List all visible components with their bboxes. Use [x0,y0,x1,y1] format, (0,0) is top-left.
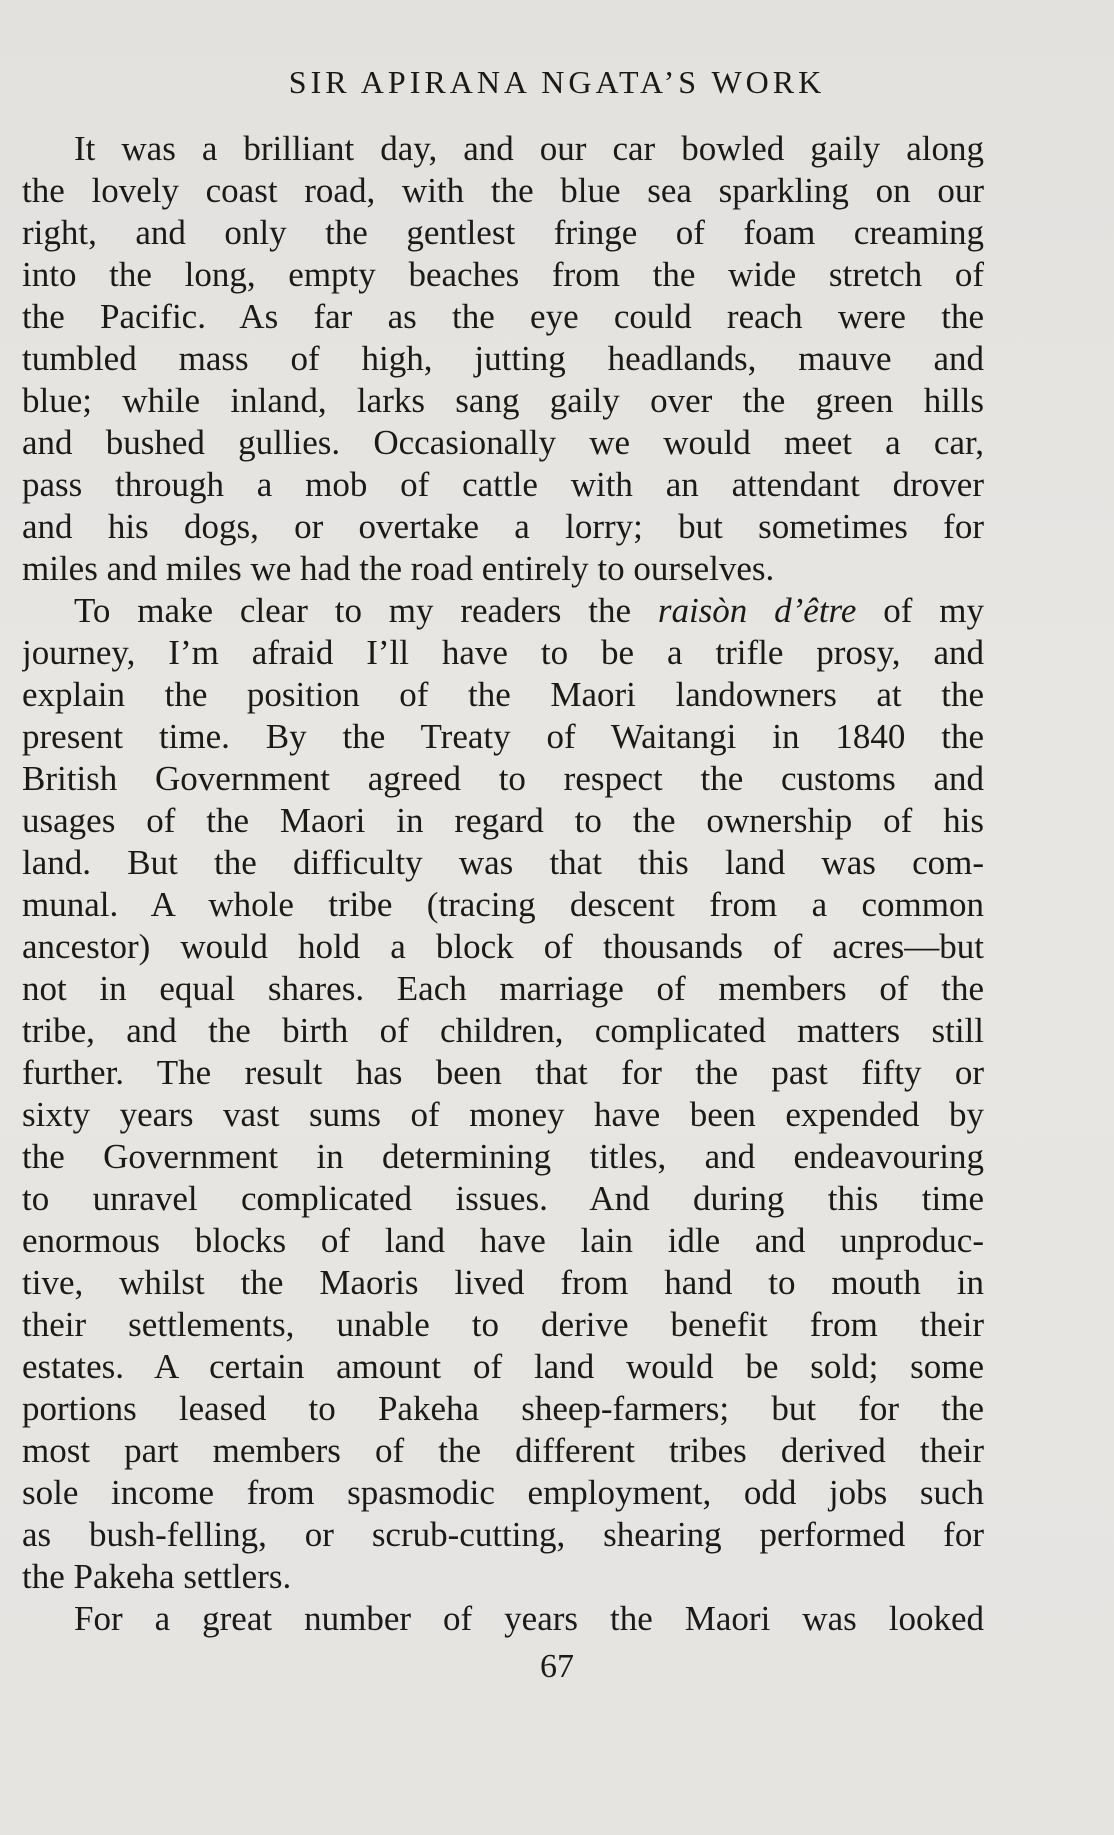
text-line [22,590,984,632]
text-line: pass through a mob of cattle with an attendant drover [22,465,984,504]
text-segment: of my [856,591,984,630]
paragraph [22,1598,984,1640]
paragraph [22,590,984,1598]
text-line: estates. A certain amount of land would be sold; some [22,1347,984,1386]
text-line: tumbled mass of high, jutting headlands, mauve and [22,339,984,378]
text-line: the Government in determining titles, and endeavouring [22,1137,984,1176]
italic-phrase: raisòn d’être [657,591,857,630]
text-line: present time. By the Treaty of Waitangi in 1840 the [22,717,984,756]
text-line: and bushed gullies. Occasionally we would meet a car, [22,423,984,462]
text-line: right, and only the gentlest fringe of foam creaming [22,213,984,252]
text-line: to unravel complicated issues. And during this time [22,1179,984,1218]
body-text [22,128,984,1640]
text-line: It was a brilliant day, and our car bowled gaily along [74,129,984,168]
text-line: enormous blocks of land have lain idle and unproduc- [22,1221,984,1260]
text-line: ancestor) would hold a block of thousands of acres—but [22,927,984,966]
text-segment: To make clear to my readers the [74,591,658,630]
text-line: explain the position of the Maori landowners at the [22,675,984,714]
text-line: portions leased to Pakeha sheep-farmers; but for the [22,1389,984,1428]
text-line: their settlements, unable to derive benefit from their [22,1305,984,1344]
text-line: the Pakeha settlers. [22,1557,292,1596]
text-line: British Government agreed to respect the customs and [22,759,984,798]
text-line: sixty years vast sums of money have been expended by [22,1095,984,1134]
text-line: land. But the difficulty was that this land was com- [22,843,984,882]
text-line: not in equal shares. Each marriage of members of the [22,969,984,1008]
running-head: SIR APIRANA NGATA’S WORK [288,64,826,100]
text-line: and his dogs, or overtake a lorry; but sometimes for [22,507,984,546]
text-line: the Pacific. As far as the eye could reach were the [22,297,984,336]
text-line: For a great number of years the Maori was looked [74,1599,984,1638]
paragraph [22,128,984,590]
text-line: further. The result has been that for the past fifty or [22,1053,984,1092]
text-line: into the long, empty beaches from the wide stretch of [22,255,984,294]
text-line: most part members of the different tribes derived their [22,1431,984,1470]
text-line: as bush-felling, or scrub-cutting, shearing performed for [22,1515,984,1554]
text-line: usages of the Maori in regard to the ownership of his [22,801,984,840]
text-line: sole income from spasmodic employment, odd jobs such [22,1473,984,1512]
page-number: 67 [540,1648,574,1685]
text-line: the lovely coast road, with the blue sea sparkling on our [22,171,984,210]
text-line: munal. A whole tribe (tracing descent from a common [22,885,984,924]
text-line: tribe, and the birth of children, complicated matters still [22,1011,984,1050]
text-line: tive, whilst the Maoris lived from hand to mouth in [22,1263,984,1302]
text-line: journey, I’m afraid I’ll have to be a trifle prosy, and [22,633,984,672]
text-line: miles and miles we had the road entirely to ourselves. [22,549,775,588]
text-line: blue; while inland, larks sang gaily over the green hills [22,381,984,420]
